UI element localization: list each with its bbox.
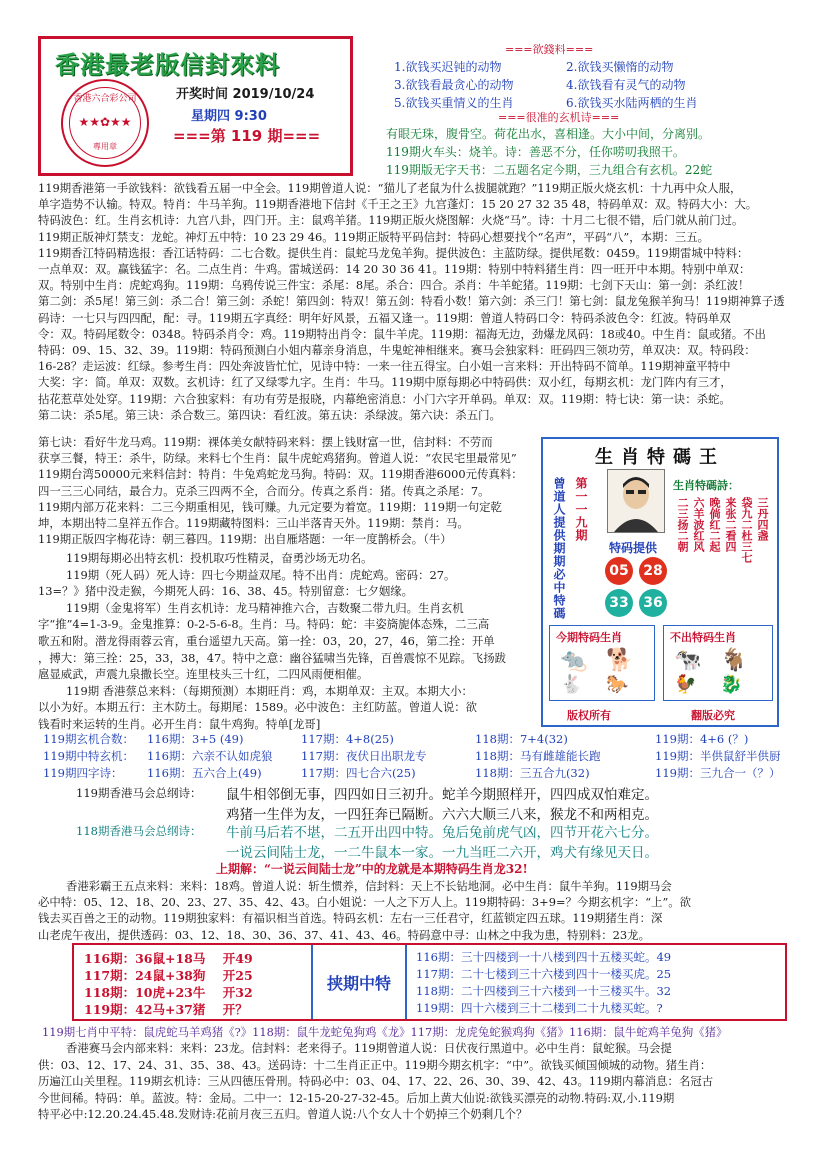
combo-cell: 117期：4+8(25) — [301, 732, 394, 746]
section-3-line: 13=？》猪中没走猴，今期死人码：16、38、45。特别留意：七夕姻缘。 — [38, 584, 414, 599]
rabbit-icon: 🐇 — [560, 674, 583, 695]
seal-bottom-text: 專用章 — [93, 142, 117, 151]
draw-period: ===第 119 期=== — [173, 127, 321, 145]
left-row: 117期：24鼠+38狗 开25 — [84, 968, 253, 983]
riddle-heading: ===欲錢料=== — [505, 43, 594, 56]
main-line: 双。特别中生肖：虎蛇鸡狗。119期：乌鸦传说三件宝：杀尾：8尾。杀合：四合。杀肖：牛羊蛇猪。119期：七剑下天山：第一剑：杀红波！ — [38, 278, 750, 293]
main-line: 119期香港第一手欲钱料：欲钱看五届一中全会。119期曾道人说：“猫儿了老鼠为什么拔腿就跑？”119期正版火烧玄机：十九再中众人服， — [38, 181, 742, 195]
poem-line: 119期火车头：烧羊。诗：善恶不分，任你唠叨我照干。 — [386, 145, 685, 159]
section-4-line: 香港彩霸王五点来料：来料：18鸡。曾道人说：斩生惯养，信封料：天上不长钻地洞。必中生肖：鼠牛羊狗。119期马会 — [66, 879, 672, 893]
main-line: 拈花惹草处处穿。119期：六合独家料：有功有劳是报晓，内幕绝密消息：小门六字开单码。单双：双。119期：特七诀：第一诀：杀蛇。 — [38, 391, 731, 406]
combo-cell: 117期：夜伏日出职龙专 — [301, 749, 427, 763]
combo-cell: 119期：4+6 (？) — [655, 732, 749, 746]
combo-cell: 118期：7+4(32) — [475, 732, 568, 746]
main-line: 坤，本期出特二皇祥五作合。119期藏特图料：三山半落青天外。119期：禁肖：马。 — [38, 516, 469, 531]
zodiac-card — [541, 437, 779, 727]
combo-cell: 119期：三九合一（？） — [655, 766, 781, 780]
number-ball: 28 — [639, 557, 667, 585]
zodiac-vertical-left: 曾道人提供期期必中特碼 — [552, 477, 566, 620]
horse-poem-line: 一说云间陆士龙，一二牛鼠本一家。一九当旺二六开，鸡犬有缘见天日。 — [226, 845, 658, 861]
section-4-line: 山老虎午夜出，提供透码：03、12、18、30、36、37、41、43、46。特码意中寻：山林之中我为患，特别料：23龙。 — [38, 927, 650, 942]
current-zodiac-title: 今期特码生肖 — [556, 631, 622, 644]
footer-line: 今世间稀。特码：单。蓝波。特：金局。二中一：12-15-20-27-32-45。后加上黄大仙说:欲钱买漂亮的动物.特码:双,小.119期 — [38, 1090, 675, 1105]
main-text-block — [38, 180, 790, 423]
draw-day: 星期四 9:30 — [191, 109, 267, 124]
copyright-left: 版权所有 — [567, 709, 611, 722]
main-line: 一点单双：双。赢钱猛字：名。二点生肖：牛鸡。雷城送码：14 20 30 36 41。119期：特别中特料猪生肖：四一旺开中本期。特别中单双： — [38, 262, 751, 277]
section-3-line: ，搏大：第三拴：25，33，38，47。特中之意：幽谷猛啸当先锋，百兽震惊不见踪。飞扬跋 — [38, 650, 507, 665]
main-text-block-narrow — [38, 434, 538, 547]
main-line: 特码波色：红。生肖玄机诗：九宫八卦，四门开。主：鼠鸡羊猪。119期正版火烧图解：火烧“马”。诗：十月二七很不错，后门就从前门过。 — [38, 213, 744, 228]
number-ball: 33 — [605, 589, 633, 617]
right-row: 119期：四十六楼到三十二楼到二十九楼买蛇。? — [416, 1001, 663, 1015]
main-line: 119期正版神灯禁支：龙蛇。神灯五中特：10 23 29 46。119期正版特平码信封：特码心想要找个“名声”，平码“八”，本期：三五。 — [38, 229, 709, 244]
section-4-block — [38, 878, 790, 943]
seal-top-text: 香港六合彩公司 — [73, 94, 137, 104]
goat-icon: 🐐 — [720, 648, 748, 673]
main-line: 119期内部万花来料：二三今期重相见，钱可赚。九元定要为着宽。119期：119期一句定乾 — [38, 499, 502, 514]
section-3-line: 119期每期必出特玄机：投机取巧性精灵，奋勇沙场无功名。 — [66, 551, 373, 565]
zodiac-poem-col: 袋九二杜三七 — [740, 497, 753, 563]
horse-poem-label-119: 119期香港马会总纲诗： — [76, 786, 202, 800]
combo-cell: 116期：六亲不认如虎狼 — [147, 749, 273, 763]
rooster-icon: 🐓 — [674, 674, 697, 695]
riddle-item: 6.欲钱买水陆两栖的生肖 — [566, 96, 698, 110]
cow-icon: 🐄 — [674, 648, 702, 673]
section-3-line: 钱看时来运转的生肖。必开生肖：鼠牛鸡狗。特单[龙哥] — [38, 716, 321, 731]
main-line: 特码：09、15、32、39。119期：特码预测白小姐内幕亲身消息，牛鬼蛇神相继来。赛马会独家料：旺码四三领功劳，单双决：双。特码段： — [38, 343, 756, 358]
combo-label: 119期四字诗： — [43, 766, 123, 780]
main-line: 大奖：字：简。单双：双数。玄机诗：红了又绿零九字。生肖：牛马。119期中原每期必中特码供：双小红，每期玄机：龙门阵内有三才， — [38, 375, 732, 390]
number-ball: 05 — [605, 557, 633, 585]
combo-label: 119期中特玄机： — [43, 749, 134, 763]
section-3-line: 扈显威武，声震九泉撒长空。连里枝头三十红，二四风雨便相催。 — [38, 667, 369, 682]
main-line: 码诗：一七只与四四配，配：寻。119期五字真经：明年好风景，五福又逢一。119期：曾道人特码口令：特码杀波色令：红波。特码单双 — [38, 310, 731, 325]
combo-cell: 117期：四七合六(25) — [301, 766, 416, 780]
combo-cell: 118期：马有雌雄能长跑 — [475, 749, 601, 763]
combo-label: 119期玄机合数： — [43, 732, 134, 746]
footer-line: 特平必中:12.20.24.45.48.发财诗:花前月夜三五归。曾道人说:八个女人十个奶掉三个奶剩几个？ — [38, 1107, 528, 1122]
main-line: 16-28？走运波：红绿。参考生肖：四处奔波皆忙忙，见诗中特：一来一往五得宝。白小姐一言来料：开出特码不简单。119期神童平特中 — [38, 359, 731, 374]
zodiac-card-title: 生肖特碼王 — [595, 447, 725, 468]
section-3-line: 字“推”4=1-3-9。金鬼推算：0-2-5-6-8。生肖：马。特码：蛇：丰姿旖旎体态殊，二三高 — [38, 617, 490, 632]
center-label: 挟期中特 — [326, 973, 391, 993]
main-line: 获享三餐，特王：杀牛，防绿。来料七个生肖：鼠牛虎蛇鸡猪狗。曾道人说：“农民宅里最常见” — [38, 451, 517, 466]
zodiac-poem-title: 生肖特碼詩： — [673, 479, 739, 492]
main-line: 令：双。特码尾数令：0348。特码杀肖令：鸡。119期特出肖令：鼠牛羊虎。119期：福海无边，劲爆龙凤码：18或40。中生肖：鼠或猪。不出 — [38, 326, 766, 341]
zodiac-poem-col: 三丹四盏 — [756, 497, 769, 541]
excluded-zodiac-box — [663, 625, 773, 701]
footer-line: 119期七肖中平特：鼠虎蛇马羊鸡猪《?》118期：鼠牛龙蛇兔狗鸡《龙》117期：龙虎兔蛇猴鸡狗《猪》116期：鼠牛蛇鸡羊兔狗《猪》 — [42, 1025, 728, 1039]
section-3-line: 119期（死人码）死人诗：四七今期益双尾。特不出肖：虎蛇鸡。密码：27。 — [66, 567, 456, 582]
main-line: 119期正版四字梅花诗：朝三暮四。119期：出自雁塔题：一年一度鹊桥会。（牛） — [38, 532, 452, 547]
dragon-icon: 🐉 — [720, 674, 743, 695]
section-3-block — [38, 550, 538, 733]
footer-block — [38, 1024, 790, 1122]
footer-line: 供：03、12、17、24、31、35、38、43。送码诗：十二生肖正正中。119期今期玄机字：“中”。欲钱买倾国倾城的动物。猪生肖： — [38, 1057, 712, 1072]
bottom-prediction-table — [72, 943, 787, 1021]
poem-line: 有眼无珠，腹骨空。荷花出水，喜相逢。大小中间，分离别。 — [386, 127, 711, 141]
zodiac-poem-col: 来张二看四 — [724, 497, 737, 552]
zodiac-vertical-issue: 第一一九期 — [574, 477, 588, 542]
footer-line: 香港赛马会内部来料：来料：23龙。信封料：老来得子。119期曾道人说：日伏夜行黑道中。必中生肖：鼠蛇猴。马会提 — [66, 1041, 672, 1056]
provided-label: 特码提供 — [609, 541, 658, 555]
company-seal — [61, 79, 149, 167]
zodiac-poem-col: 六羊波红风 — [692, 497, 705, 552]
section-3-line: 歌五和附。潜龙得雨蓉云宵，重台遥望九天高。第一拴：03，20，27，46，第二拴：开单 — [38, 633, 495, 648]
main-line: 119期香江特码精选报：香江话特码：二七合数。提供生肖：鼠蛇马龙兔羊狗。提供波色：主蓝防绿。提供尾数：0459。119期雷城中特料： — [38, 245, 749, 260]
horse-icon: 🐎 — [606, 674, 629, 695]
left-row: 118期：10虎+23牛 开32 — [84, 985, 253, 1000]
main-line: 第二剑：杀5尾！第三剑：杀二合！第三剑：杀蛇！第四剑：特双！第五剑：特看小数！第六剑：杀三门！第七剑：鼠龙兔猴羊狗马！119期神算子透 — [38, 294, 785, 309]
riddle-item: 4.欲钱看有灵气的动物 — [566, 78, 686, 92]
main-line: 第二诀：杀5尾。第三诀：杀合数三。第四诀：看红波。第五诀：杀绿波。第六诀：杀五门。 — [38, 407, 501, 422]
main-line: 单字造势不认输。特双。特肖：牛马羊狗。119期香港地下信封《千王之王》九宫蓬灯：15 20 27 32 35 48，特码单双：双。特码大小：大。 — [38, 197, 758, 212]
riddle-item: 1.欲钱买迟钝的动物 — [394, 60, 502, 74]
zodiac-poem-col: 二三扬二朝 — [676, 497, 689, 552]
center-label-box — [311, 945, 407, 1019]
footer-line: 历遍江山关里程。119期玄机诗：三从四德压骨刑。特码必中：03、04、17、22、26、30、39、42、43。119期内幕消息：名冠古 — [38, 1074, 714, 1089]
combo-cell: 116期：五六合上(49) — [147, 766, 262, 780]
combo-cell: 118期：三五合九(32) — [475, 766, 590, 780]
riddle-item: 2.欲钱买懒惰的动物 — [566, 60, 674, 74]
section-3-line: 以小为好。本期五行：主木防土。每期尾：1589。必中波色：主红防蓝。曾道人说：欲 — [38, 700, 478, 715]
riddle-item: 5.欲钱买重情义的生肖 — [394, 96, 514, 110]
rat-icon: 🐀 — [560, 648, 588, 673]
left-row: 119期：42马+37猪 开？ — [84, 1002, 248, 1017]
horse-poem-line: 鼠牛相邻倒无事，四四如日三初升。蛇羊今期照样开，四四成双怕难定。 — [226, 787, 658, 803]
riddle-item: 3.欲钱看最贪心的动物 — [394, 78, 514, 92]
excluded-zodiac-title: 不出特码生肖 — [670, 631, 736, 644]
section-4-line: 必中特：05、12、18、20、23、27、35、42、43。白小姐说：一人之下万人上。119期特码：3+9=？今期玄机字：“上”。欲 — [38, 895, 692, 910]
horse-poem-line: 牛前马后若不堪，二五开出四中特。兔后兔前虎气凶，四节开花六七分。 — [226, 825, 658, 841]
right-row: 118期：二十四楼到三十六楼到一十三楼买牛。32 — [416, 984, 672, 998]
left-row: 116期：36鼠+18马 开49 — [84, 951, 253, 966]
right-row: 117期：二十七楼到三十六楼到四十一楼买虎。25 — [416, 967, 672, 981]
section-3-line: 119期（金鬼将军）生肖玄机诗：龙马精神推六合，吉数聚二带九归。生肖玄机 — [66, 600, 464, 615]
draw-time: 开奖时间 2019/10/24 — [176, 87, 315, 102]
last-period-review: 上期解：“一说云间陆士龙”中的龙就是本期特码生肖龙32! — [216, 862, 528, 876]
header-box — [38, 36, 353, 176]
number-ball: 36 — [639, 589, 667, 617]
seal-stars: ★★✿★★ — [78, 115, 132, 129]
current-zodiac-box — [549, 625, 655, 701]
fox-icon: 🐕 — [606, 648, 634, 673]
portrait-image — [607, 469, 665, 533]
section-4-line: 钱去买百兽之王的动物。119期独家料：有福识相当首选。特码玄机：左右一三任君守，红蓝锁定四五球。119期猪生肖：深 — [38, 911, 663, 926]
copyright-right: 翻版必究 — [691, 709, 735, 722]
main-line: 119期台湾50000元来料信封：特肖：牛兔鸡蛇龙马狗。特码：双。119期香港6000元传真料： — [38, 467, 523, 482]
poem-heading: ===很准的玄机诗=== — [498, 111, 620, 124]
zodiac-poem-col: 晚倘红二起 — [708, 497, 721, 552]
section-3-line: 119期 香港蔡总来料：（每期预测）本期旺肖：鸡，本期单双：主双。本期大小： — [66, 683, 473, 698]
right-row: 116期：三十四楼到一十八楼到四十五楼买蛇。49 — [416, 950, 672, 964]
horse-poem-line: 鸡猪一生伴为友，一四狂奔已隔断。六六大顺三八来，猴龙不和两相克。 — [226, 807, 658, 823]
combo-cell: 116期：3+5 (49) — [147, 732, 244, 746]
horse-poem-label-118: 118期香港马会总纲诗： — [76, 824, 202, 838]
main-line: 第七诀：看好牛龙马鸡。119期：裸体美女献特码来料：摆上钱财富一世，信封料：不劳而 — [38, 435, 493, 449]
poem-line: 119期版无字天书：二五题名定今期，三九组合有玄机。22蛇 — [386, 163, 713, 177]
combo-cell: 119期：半供鼠舒半供厨 — [655, 749, 781, 763]
logo-title: 香港最老版信封來料 — [55, 51, 280, 79]
main-line: 四一三三心同结，最合力。克杀三四两不全，合而分。传真之系肖：猪。传真之杀尾：7。 — [38, 483, 490, 498]
